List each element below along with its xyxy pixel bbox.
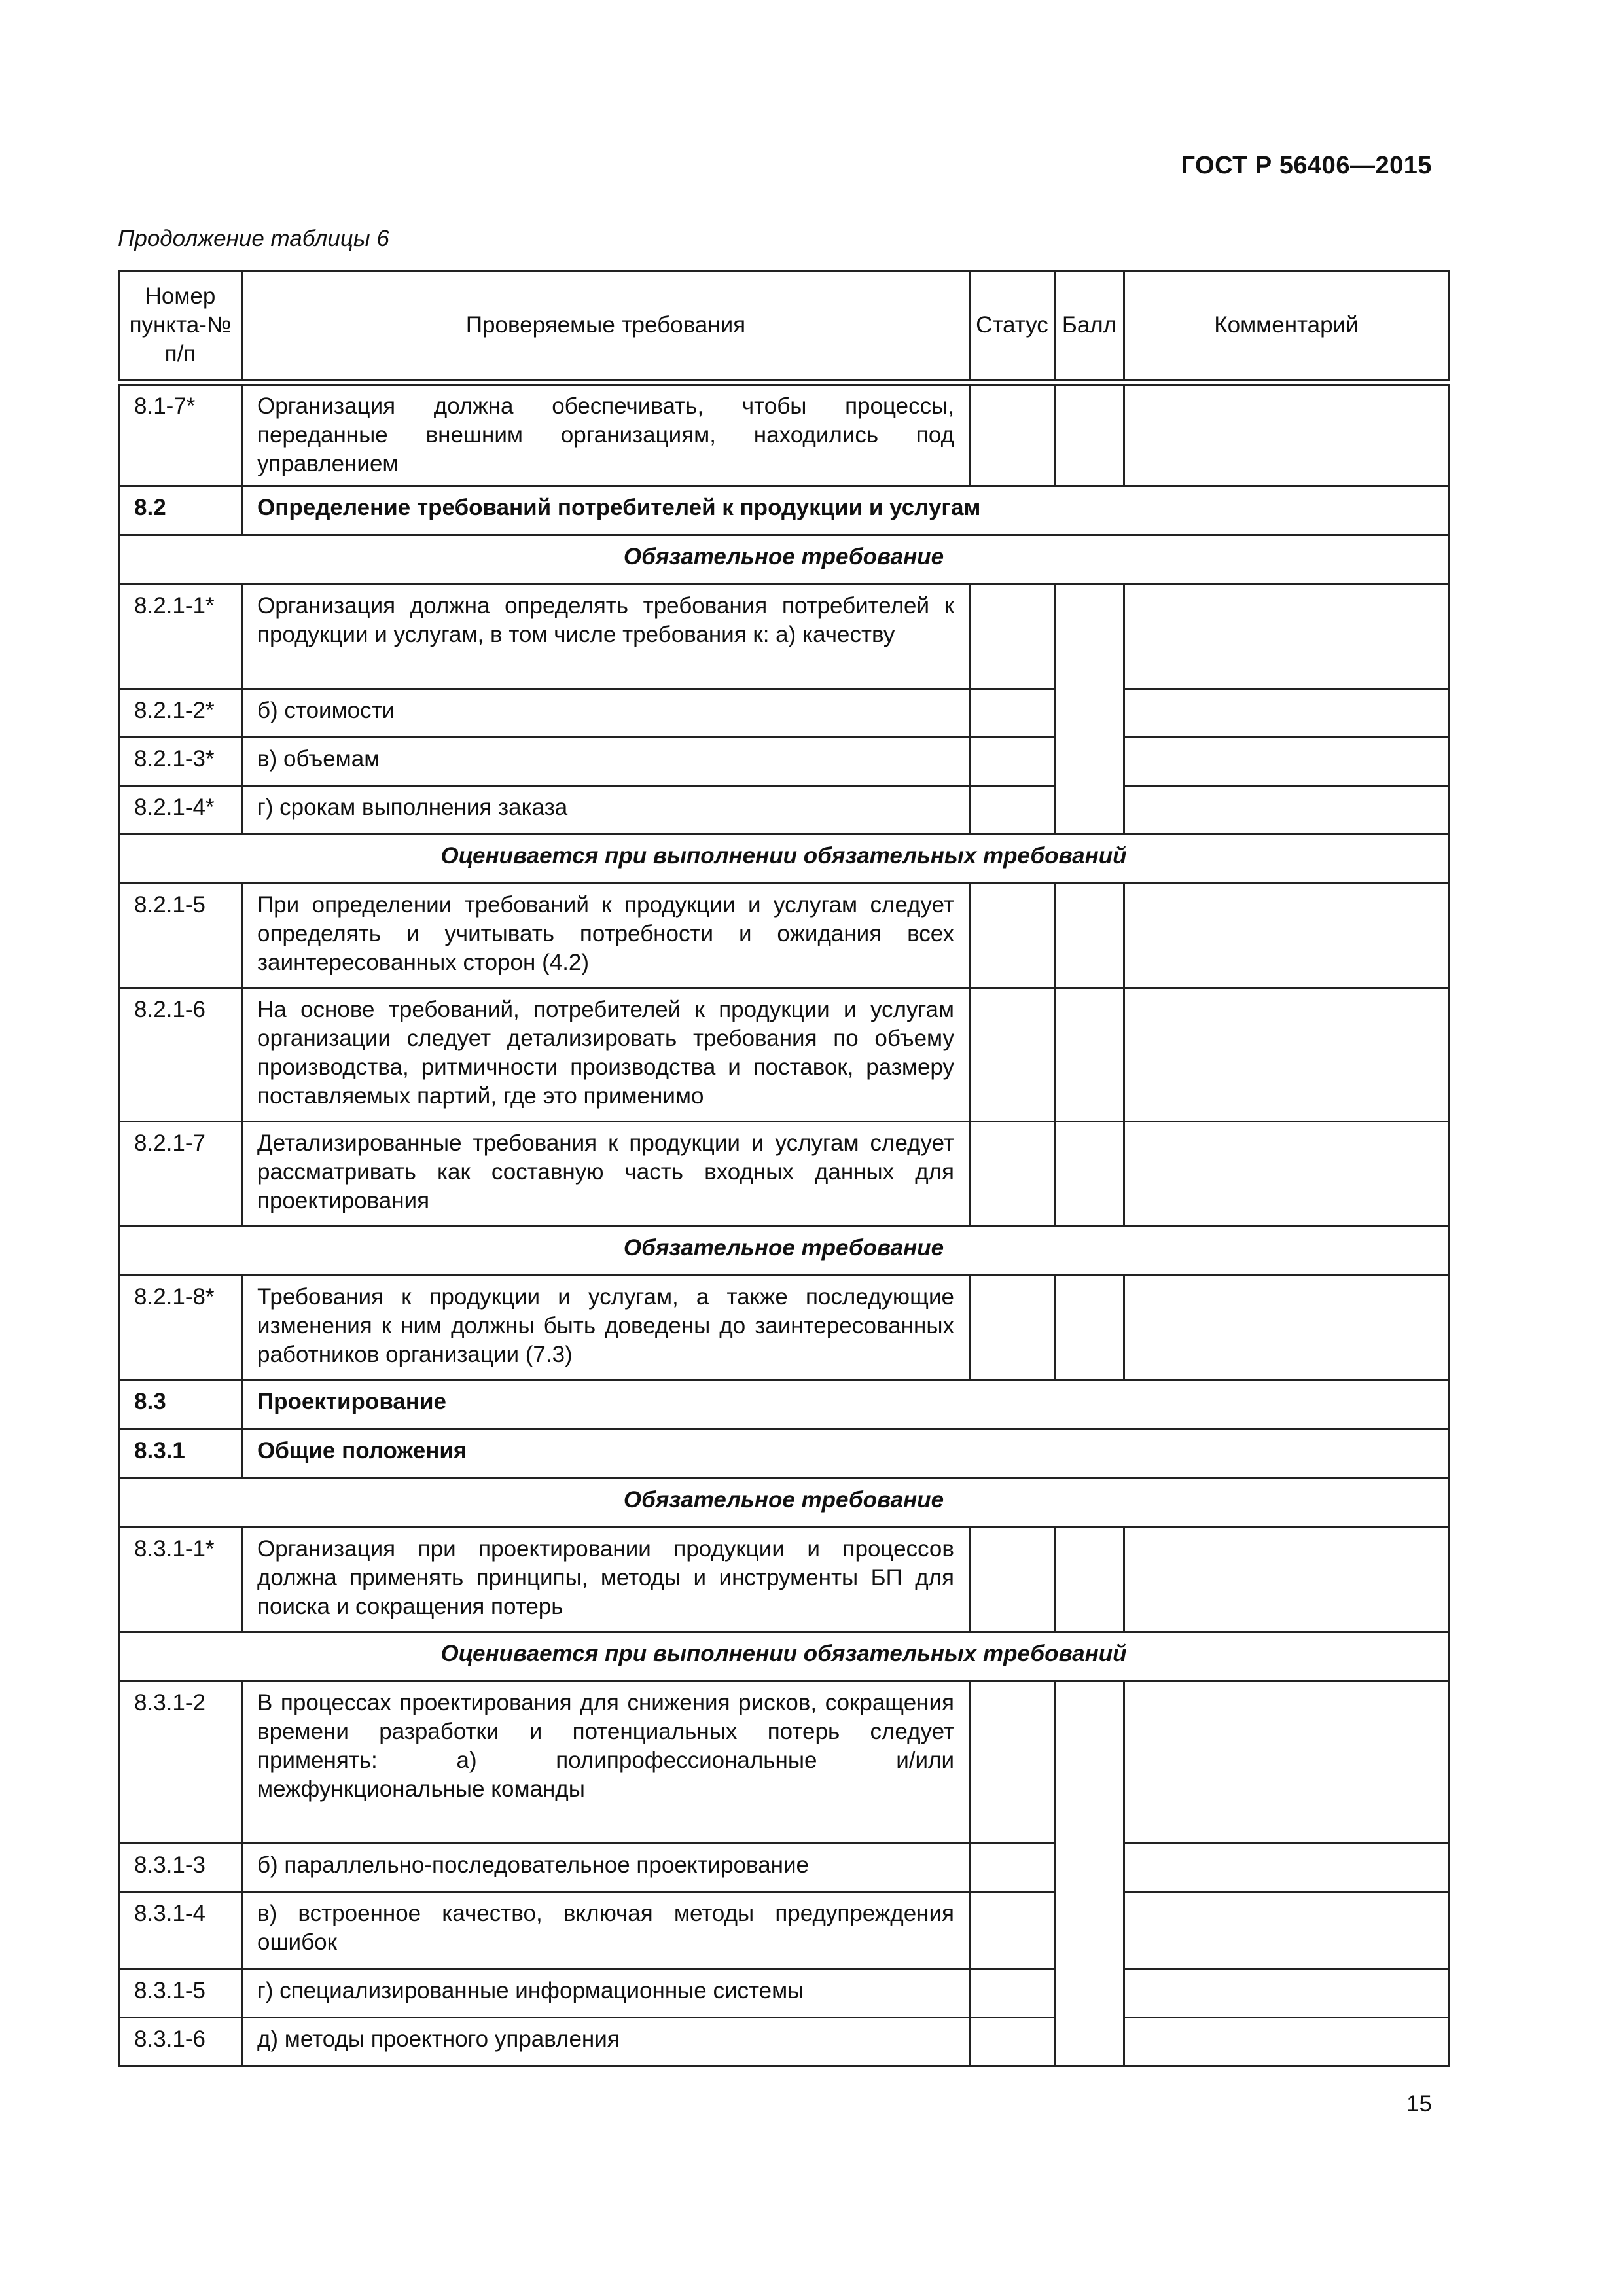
- subheading-row: [119, 535, 1449, 584]
- row-num: 8.2.1-2*: [119, 689, 242, 738]
- score-cell: [1055, 1122, 1124, 1227]
- row-num: 8.3.1-3: [119, 1844, 242, 1892]
- subheading: Обязательное требование: [119, 535, 1449, 584]
- document-code: ГОСТ Р 56406—2015: [1181, 152, 1432, 179]
- status-cell: [970, 2018, 1055, 2066]
- status-cell: [970, 1528, 1055, 1632]
- comment-cell: [1124, 1528, 1449, 1632]
- status-cell: [970, 1276, 1055, 1380]
- comment-cell: [1124, 1892, 1449, 1969]
- comment-cell: [1124, 884, 1449, 988]
- table-row: [119, 584, 1449, 689]
- header-requirements: Проверяемые требования: [242, 271, 970, 383]
- score-cell: [1055, 1528, 1124, 1632]
- row-num: 8.1-7*: [119, 382, 242, 486]
- row-text: Организация должна обеспечивать, чтобы процессы, переданные внешним организациям, находились под управлением: [242, 382, 970, 486]
- row-num: 8.3.1-1*: [119, 1528, 242, 1632]
- comment-cell: [1124, 738, 1449, 786]
- comment-cell: [1124, 786, 1449, 834]
- row-num: 8.2.1-8*: [119, 1276, 242, 1380]
- comment-cell: [1124, 2018, 1449, 2066]
- header-status: Статус: [970, 271, 1055, 383]
- status-cell: [970, 988, 1055, 1122]
- row-num: 8.3.1-2: [119, 1681, 242, 1844]
- table-row: [119, 382, 1449, 486]
- subheading: Обязательное требование: [119, 1227, 1449, 1276]
- row-num: 8.2.1-5: [119, 884, 242, 988]
- status-cell: [970, 884, 1055, 988]
- comment-cell: [1124, 1844, 1449, 1892]
- subheading-row: [119, 834, 1449, 884]
- status-cell: [970, 689, 1055, 738]
- page-number: 15: [1406, 2091, 1432, 2117]
- section-title: Определение требований потребителей к продукции и услугам: [242, 486, 1449, 535]
- score-cell: [1055, 988, 1124, 1122]
- status-cell: [970, 1969, 1055, 2018]
- section-title: Общие положения: [242, 1429, 1449, 1479]
- row-num: 8.2.1-4*: [119, 786, 242, 834]
- table-row: [119, 1892, 1449, 1969]
- row-text: Организация при проектировании продукции и процессов должна применять принципы, методы и инструменты БП для поиска и сокращения потерь: [242, 1528, 970, 1632]
- requirements-table: [118, 270, 1450, 2067]
- row-text: Требования к продукции и услугам, а также последующие изменения к ним должны быть доведены до заинтересованных работников организации (7.3): [242, 1276, 970, 1380]
- status-cell: [970, 738, 1055, 786]
- score-cell: [1055, 584, 1124, 834]
- table-row: [119, 988, 1449, 1122]
- row-num: 8.3.1-4: [119, 1892, 242, 1969]
- score-cell: [1055, 1681, 1124, 2066]
- comment-cell: [1124, 689, 1449, 738]
- section-row: [119, 486, 1449, 535]
- subheading: Оценивается при выполнении обязательных требований: [119, 1632, 1449, 1681]
- comment-cell: [1124, 988, 1449, 1122]
- table-row: [119, 1844, 1449, 1892]
- section-row: [119, 1380, 1449, 1429]
- table-row: [119, 1276, 1449, 1380]
- status-cell: [970, 584, 1055, 689]
- header-score: Балл: [1055, 271, 1124, 383]
- table-row: [119, 1969, 1449, 2018]
- status-cell: [970, 1892, 1055, 1969]
- comment-cell: [1124, 1969, 1449, 2018]
- row-num: 8.2.1-3*: [119, 738, 242, 786]
- table-header-row: [119, 271, 1449, 383]
- row-text: д) методы проектного управления: [242, 2018, 970, 2066]
- subheading-row: [119, 1479, 1449, 1528]
- row-text: Детализированные требования к продукции и услугам следует рассматривать как составную часть входных данных для проектирования: [242, 1122, 970, 1227]
- table-row: [119, 1681, 1449, 1844]
- header-num: Номер пункта-№ п/п: [119, 271, 242, 383]
- row-text: в) объемам: [242, 738, 970, 786]
- row-num: 8.2.1-1*: [119, 584, 242, 689]
- subheading-row: [119, 1227, 1449, 1276]
- table-row: [119, 786, 1449, 834]
- table-row: [119, 1528, 1449, 1632]
- row-text: В процессах проектирования для снижения рисков, сокращения времени разработки и потенциальных потерь следует применять: а) полипрофессиональные и/или межфункциональные команды: [242, 1681, 970, 1844]
- table-row: [119, 689, 1449, 738]
- score-cell: [1055, 382, 1124, 486]
- row-text: г) специализированные информационные системы: [242, 1969, 970, 2018]
- row-text: в) встроенное качество, включая методы предупреждения ошибок: [242, 1892, 970, 1969]
- row-text: Организация должна определять требования потребителей к продукции и услугам, в том числе требования к: а) качеству: [242, 584, 970, 689]
- section-row: [119, 1429, 1449, 1479]
- comment-cell: [1124, 382, 1449, 486]
- row-num: 8.3.1-6: [119, 2018, 242, 2066]
- subheading: Оценивается при выполнении обязательных требований: [119, 834, 1449, 884]
- section-num: 8.3.1: [119, 1429, 242, 1479]
- table-row: [119, 884, 1449, 988]
- section-num: 8.3: [119, 1380, 242, 1429]
- comment-cell: [1124, 584, 1449, 689]
- subheading-row: [119, 1632, 1449, 1681]
- section-title: Проектирование: [242, 1380, 1449, 1429]
- comment-cell: [1124, 1276, 1449, 1380]
- status-cell: [970, 786, 1055, 834]
- row-text: На основе требований, потребителей к продукции и услугам организации следует детализировать требования по объему производства, ритмичности производства и поставок, размеру поставляемых партий, где это применимо: [242, 988, 970, 1122]
- section-num: 8.2: [119, 486, 242, 535]
- row-num: 8.3.1-5: [119, 1969, 242, 2018]
- row-num: 8.2.1-7: [119, 1122, 242, 1227]
- status-cell: [970, 1681, 1055, 1844]
- row-text: г) срокам выполнения заказа: [242, 786, 970, 834]
- status-cell: [970, 1122, 1055, 1227]
- table-row: [119, 738, 1449, 786]
- subheading: Обязательное требование: [119, 1479, 1449, 1528]
- row-text: При определении требований к продукции и услугам следует определять и учитывать потребности и ожидания всех заинтересованных сторон (4.2): [242, 884, 970, 988]
- comment-cell: [1124, 1122, 1449, 1227]
- row-num: 8.2.1-6: [119, 988, 242, 1122]
- table-row: [119, 2018, 1449, 2066]
- row-text: б) стоимости: [242, 689, 970, 738]
- row-text: б) параллельно-последовательное проектирование: [242, 1844, 970, 1892]
- table-row: [119, 1122, 1449, 1227]
- score-cell: [1055, 884, 1124, 988]
- status-cell: [970, 382, 1055, 486]
- comment-cell: [1124, 1681, 1449, 1844]
- status-cell: [970, 1844, 1055, 1892]
- table-caption: Продолжение таблицы 6: [118, 226, 389, 251]
- score-cell: [1055, 1276, 1124, 1380]
- header-comment: Комментарий: [1124, 271, 1449, 383]
